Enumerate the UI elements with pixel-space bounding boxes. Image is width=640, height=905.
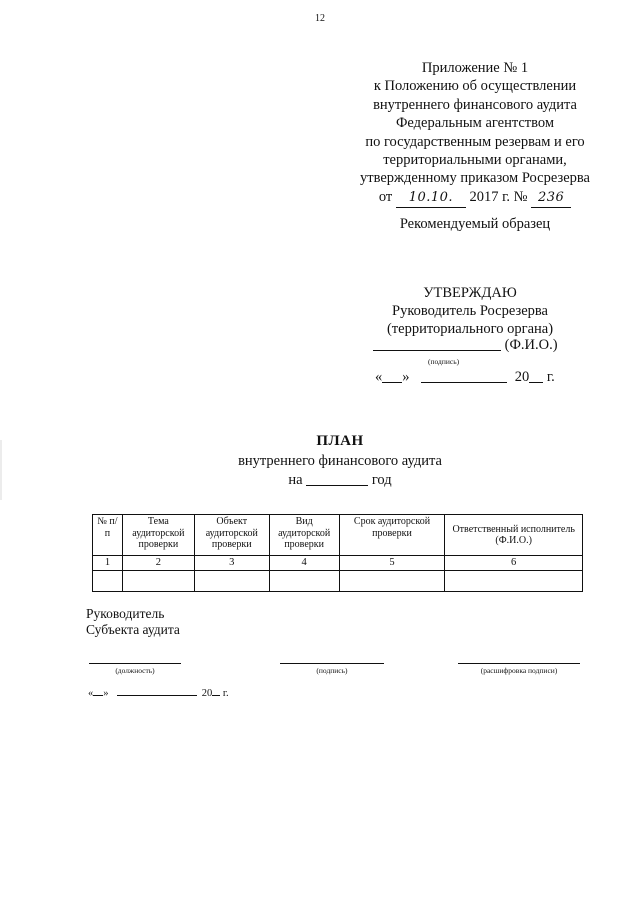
scan-artifact [0, 440, 2, 500]
appendix-line: Приложение № 1 [421, 60, 529, 76]
appendix-line: территориальными органами, [383, 152, 567, 169]
plan-subtitle: внутреннего финансового аудита [238, 453, 442, 469]
approval-line-1: Руководитель Росрезерва [392, 303, 548, 319]
appendix-line: утвержденному приказом Росрезерва [360, 170, 590, 187]
appendix-line: по государственным резервам и его [365, 133, 585, 150]
signature-line[interactable] [280, 663, 384, 664]
column-number-cell: 2 [122, 556, 194, 571]
final-date-open: « [88, 688, 94, 699]
appendix-line: к Положению об осуществлении [373, 78, 577, 95]
decoding-line[interactable] [458, 663, 580, 664]
head-line-2: Субъекта аудита [86, 622, 180, 637]
plan-title: ПЛАН [316, 433, 364, 449]
year-order-text: 2017 г. № [469, 188, 528, 205]
table-header-cell: Вид аудиторской проверки [269, 515, 339, 556]
final-day-blank[interactable] [93, 686, 103, 696]
position-caption: (должность) [115, 666, 155, 675]
recommended-sample: Рекомендуемый образец [399, 216, 551, 232]
approval-month-blank[interactable] [421, 368, 507, 383]
table-cell[interactable] [445, 571, 583, 592]
approval-fio-row [373, 336, 558, 354]
approval-year-prefix: 20 [514, 369, 530, 385]
final-month-blank[interactable] [117, 686, 197, 696]
column-number-cell: 4 [269, 556, 339, 571]
plan-year-suffix: год [371, 472, 392, 488]
page-number: 12 [315, 13, 325, 24]
approval-line-2: (территориального органа) [386, 321, 554, 337]
head-line-1: Руководитель [86, 606, 165, 621]
table-header-cell: Тема аудиторской проверки [122, 515, 194, 556]
approval-signature-blank[interactable] [373, 336, 501, 351]
final-year-prefix: 20 [201, 688, 213, 699]
final-date-close: » [103, 688, 109, 699]
decoding-caption: (расшифровка подписи) [480, 666, 558, 675]
table-header-cell: № п/п [93, 515, 123, 556]
table-header-cell: Ответственный исполнитель (Ф.И.О.) [445, 515, 583, 556]
column-number-cell: 6 [445, 556, 583, 571]
appendix-date-line [330, 188, 620, 208]
handwritten-order-number: 236 [531, 189, 571, 208]
plan-year-blank[interactable] [306, 471, 368, 486]
plan-year-row [0, 471, 640, 489]
appendix-header [330, 59, 620, 208]
position-line[interactable] [89, 663, 181, 664]
table-cell[interactable] [194, 571, 269, 592]
signature-caption: (подпись) [316, 666, 348, 675]
table-header-cell: Срок аудиторской проверки [339, 515, 445, 556]
approval-fio: (Ф.И.О.) [504, 337, 558, 353]
table-row [93, 556, 583, 571]
table-header-cell: Объект аудиторской проверки [194, 515, 269, 556]
table-row [93, 571, 583, 592]
final-year-suffix: г. [222, 688, 229, 699]
approval-year-blank[interactable] [529, 368, 543, 383]
plan-year-prefix: на [288, 472, 303, 488]
approval-day-blank[interactable] [382, 368, 402, 383]
table-cell[interactable] [93, 571, 123, 592]
date-close-quote: » [402, 369, 410, 385]
column-number-cell: 1 [93, 556, 123, 571]
table-cell[interactable] [269, 571, 339, 592]
approval-date-row [375, 368, 555, 386]
date-open-quote: « [375, 369, 383, 385]
approval-signature-caption: (подпись) [428, 357, 460, 366]
column-number-cell: 3 [194, 556, 269, 571]
appendix-line: внутреннего финансового аудита [373, 96, 577, 113]
table-cell[interactable] [339, 571, 445, 592]
table-header-row [93, 515, 583, 556]
approval-title: УТВЕРЖДАЮ [423, 285, 517, 301]
audit-plan-table [92, 514, 583, 592]
approval-year-suffix: г. [546, 369, 555, 385]
column-number-cell: 5 [339, 556, 445, 571]
handwritten-date: 10.10. [396, 189, 466, 208]
table-cell[interactable] [122, 571, 194, 592]
date-prefix: от [378, 188, 393, 205]
appendix-line: Федеральным агентством [395, 115, 555, 132]
final-year-blank[interactable] [212, 686, 220, 696]
final-date-row [88, 686, 229, 699]
head-of-subject [86, 606, 180, 638]
